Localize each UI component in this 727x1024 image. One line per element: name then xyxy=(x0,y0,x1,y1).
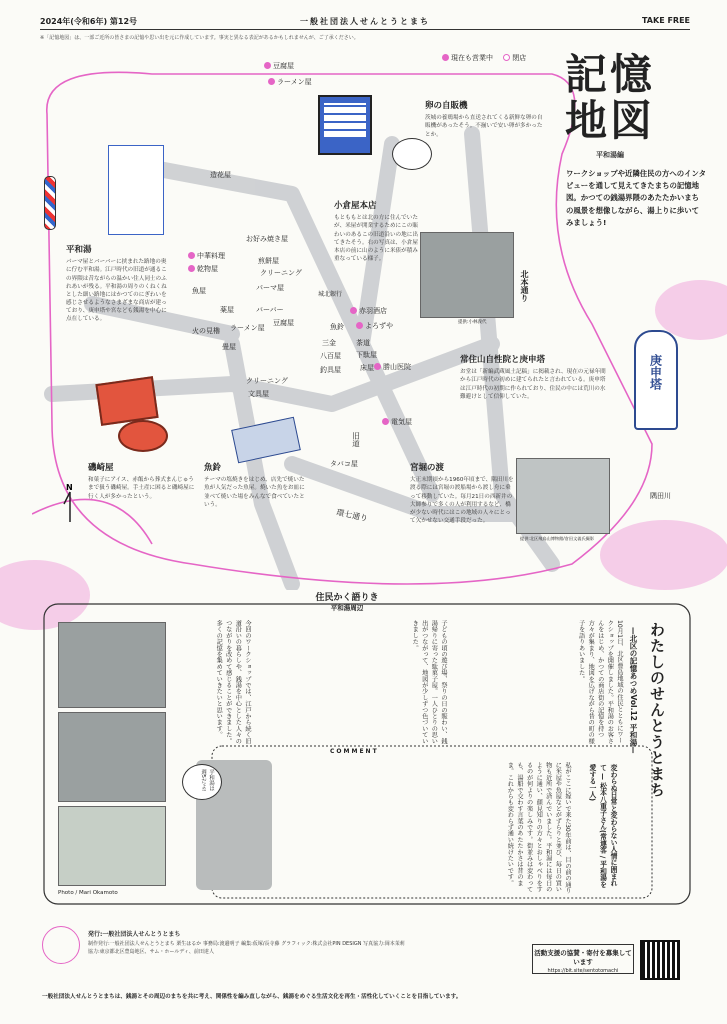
sweets-box-illustration xyxy=(95,376,158,426)
story-ferry: 宮堀の渡 大正末期頃から1960年頃まで、隅田川を渡る際には宮堀の渡船場から渡し舟に乗って移動していた。毎月21日の西新井の大師参りで多くの人が利用するなど、橋が少ない時代にはこの地域の人々にとって欠かせない交通手段だった。 xyxy=(410,463,514,524)
place-label: 火の見櫓 xyxy=(192,327,220,335)
comment-title: 変わらぬ日常と変わらない人情に囲まれて — 松本八重子さん(常連客 / 平和湯を愛する一人) xyxy=(587,764,617,888)
photo-caption: 提供:小林義代 xyxy=(458,320,487,325)
place-label: クリーニング xyxy=(260,269,302,277)
place-label: ラーメン屋 xyxy=(268,78,312,86)
photo-workshop-3 xyxy=(58,806,166,886)
organization-logo xyxy=(42,926,80,964)
page-header xyxy=(40,16,690,30)
take-free-label: TAKE FREE xyxy=(641,16,690,25)
place-label: 乾物屋 xyxy=(188,265,218,273)
place-label: 煎餅屋 xyxy=(258,257,279,265)
koshinto-illustration: 庚申塔 xyxy=(634,330,678,430)
place-label: 八百屋 xyxy=(320,352,341,360)
photo-workshop-1 xyxy=(58,622,166,708)
mission-statement: 一般社団法人せんとうとまちは、銭湯とその周辺のまちを共に考え、関係性を編み直しながら、銭湯をめぐる生活文化を再生・活性化していくことを目指しています。 xyxy=(42,994,462,1000)
road-label: 隅田川 xyxy=(650,492,671,500)
photo-ferry xyxy=(516,458,610,534)
issue-label: 2024年(令和6年) 第12号 xyxy=(40,17,138,26)
publisher-name: 一般社団法人せんとうとまち xyxy=(300,17,430,26)
place-label: ラーメン屋 xyxy=(230,324,265,332)
story-uosuzu: 魚鈴 テーマの塩焼きをはじめ、店先で焼いた魚が人気だった魚屋。焼いた魚をお皿に並べて焼いた場をみんなで食べていたという。 xyxy=(204,463,305,508)
barber-pole-icon xyxy=(44,176,56,230)
place-label: 畳屋 xyxy=(222,343,236,351)
place-label: 豆腐屋 xyxy=(273,319,294,327)
sweets-illustration xyxy=(118,420,168,452)
place-label: 三金 xyxy=(322,339,336,347)
disclaimer: ※「記憶地図」は、一部ご近所の皆さまの記憶や思い出を元に作成しています。事実と異なる表記があるかもしれませんが、ご了承ください。 xyxy=(40,35,359,41)
place-label: 勝山医院 xyxy=(374,363,411,371)
place-label: 豆腐屋 xyxy=(264,62,294,70)
story-ogura: 小倉屋本店 もとももとは北の方に住んでいたが、米屋が開業するためにこの賑わいのあるこの旧道沿いの地に出てきたそう。右の写真は、小倉屋本店の前に山のように米俵が積み重なっている様子。 xyxy=(334,201,418,262)
place-label: クリーニング xyxy=(246,377,288,385)
place-label: 魚鈴 xyxy=(330,323,344,331)
road-label: 旧道 xyxy=(351,432,361,447)
photo-caption: 提供:北区飛鳥山博物館/倉田文義氏撮影 xyxy=(520,536,595,541)
place-label: お好み焼き屋 xyxy=(246,235,288,243)
place-label: 城北銀行 xyxy=(318,291,343,298)
road-label: 北本通り xyxy=(520,270,529,302)
place-label: バーバー xyxy=(256,306,284,314)
photo-credit: Photo / Mari Okamoto xyxy=(58,890,118,896)
place-label: 造花屋 xyxy=(210,171,231,179)
place-label: 下駄屋 xyxy=(356,351,377,359)
sento-illustration xyxy=(108,145,164,235)
open-icon xyxy=(442,54,449,61)
vending-machine-illustration xyxy=(318,95,372,155)
photo-workshop-2 xyxy=(58,712,166,802)
place-label: 釣具屋 xyxy=(320,366,341,374)
intro-text: ワークショップや近隣住民の方へのインタビューを通して見えてきたまちの記憶地図。かつての銭湯界隈のあたたかいまちの風景を想像しながら、湯上りに歩いてみましょう! xyxy=(566,169,706,227)
article-column: 今回のワークショップでは、江戸から続く旧道沿いの暮らしや、銭湯を中心とした人々のつながりを改めて感じることができました。多くの記憶を集めていきたいと思います。 xyxy=(215,620,251,744)
page-subtitle: 平和湯編 xyxy=(596,151,624,159)
road-label: 環七通り xyxy=(335,507,369,524)
place-label: 茶道 xyxy=(356,339,370,347)
story-jishoin: 常住山自性院と庚申塔 お堂は「新編武蔵風土記稿」に掲載され、現在の元禄年間から江戸時代の初めに建てられたと言われている。庚申塔は江戸時代の初期に作られており、住民の中には荒川の水難避けとして信仰していた。 xyxy=(460,355,606,400)
story-egg-vending: 卵の自販機 茨城の養鶏場から直送されてくる新鮮な卵の自販機があったそう。不揃いで安い卵が多かったとか。 xyxy=(425,101,543,138)
story-isozakiya: 磯崎屋 和菓子にアイス、赤飯から葬式まんじゅうまで扱う磯崎屋。手土産に困ると磯崎屋に行く人が多かったという。 xyxy=(88,463,195,500)
place-label: タバコ屋 xyxy=(330,460,358,468)
section-subheading: 平和湯周辺 xyxy=(330,604,364,612)
place-label: 床屋 xyxy=(360,364,374,372)
photo-rice-shop xyxy=(420,232,514,318)
place-label: 薬屋 xyxy=(220,306,234,314)
series-subtitle: —北区の記憶あつめVol.12 平和湯— xyxy=(629,627,638,754)
donate-url[interactable]: https://bit.site/sentotomachi xyxy=(547,968,619,974)
story-heiwayu: 平和湯 パーマ屋とバーバーに挟まれた路地の奥に佇む平和湯。江戸時代の旧道が通るこの界隈は昔ながらの温かい住人同士のふれあいが残る。平和湯の周りのくねくねとした細い路地にはかつてのにぎわいを感じさせるようなさまざまな商店が建っており、庚申塔や宮なども銭湯を中心に点在している。 xyxy=(66,245,167,323)
series-title: わたしのせんとうとまち xyxy=(648,622,666,798)
closed-icon xyxy=(503,54,510,61)
article-column: 子どもの頃の遊び場、祭りの日の賑わい、銭湯帰りに寄った駄菓子屋。一人ひとりの思い出がつながって、地図が少しずつ色づいていきました。 xyxy=(411,620,447,744)
svg-text:N: N xyxy=(66,483,73,492)
footer-credits: 発行:一般社団法人せんとうとまち 制作発行:一般社団法人せんとうとまち 栗生はるか 事務局:渡邊明子 編集:仮塚/長寺藤 グラフィック:株式会社PIN DESIGN 写真協力:岡本茉莉 協力:東京都北区豊島地区、サム・ホールディ、前田達人 xyxy=(88,931,405,955)
place-label: 魚屋 xyxy=(192,287,206,295)
place-label: パーマ屋 xyxy=(256,284,284,292)
eggs-illustration xyxy=(392,138,432,170)
place-label: 赤羽酒店 xyxy=(350,307,387,315)
speech-bubble: 平和湯は週5だよ! xyxy=(182,764,222,800)
place-label: 中華料理 xyxy=(188,252,225,260)
qr-code-icon[interactable] xyxy=(640,940,680,980)
comment-label: COMMENT xyxy=(330,748,379,755)
donate-box[interactable]: 活動支援の協賛・寄付を募集しています https://bit.site/sentotomachi xyxy=(532,944,634,974)
place-label: 電気屋 xyxy=(382,418,412,426)
map-legend: 現在も営業中 閉店 xyxy=(442,53,526,63)
place-label: よろずや xyxy=(356,322,393,330)
comment-text: 私がここに嫁いで来た30年前は、目の前の通りに米屋や魚屋などがずらりと並び、毎日の買い物も近所で済んでいました。平和湯には毎日のように通い、顔見知りの方々とおしゃべりをするのが何よりの楽しみです。街並みは変わっても、湯船で交わす言葉のあたたかさは昔のまま。これからも変わらず通い続けたいです。 xyxy=(506,762,571,894)
section-heading: 住民かく語りき xyxy=(262,590,432,603)
place-label: 文具屋 xyxy=(248,390,269,398)
page-title: 記憶 地図 xyxy=(565,50,656,145)
article-column: 10月1日、北区豊島地域の住民とともにワークショップを開催しました。平和湯のお客さんをはじめ、かつての商店街の記憶を持つ方々が集まり、地図を広げながら昔の町の様子を語りあいました。 xyxy=(577,620,623,744)
